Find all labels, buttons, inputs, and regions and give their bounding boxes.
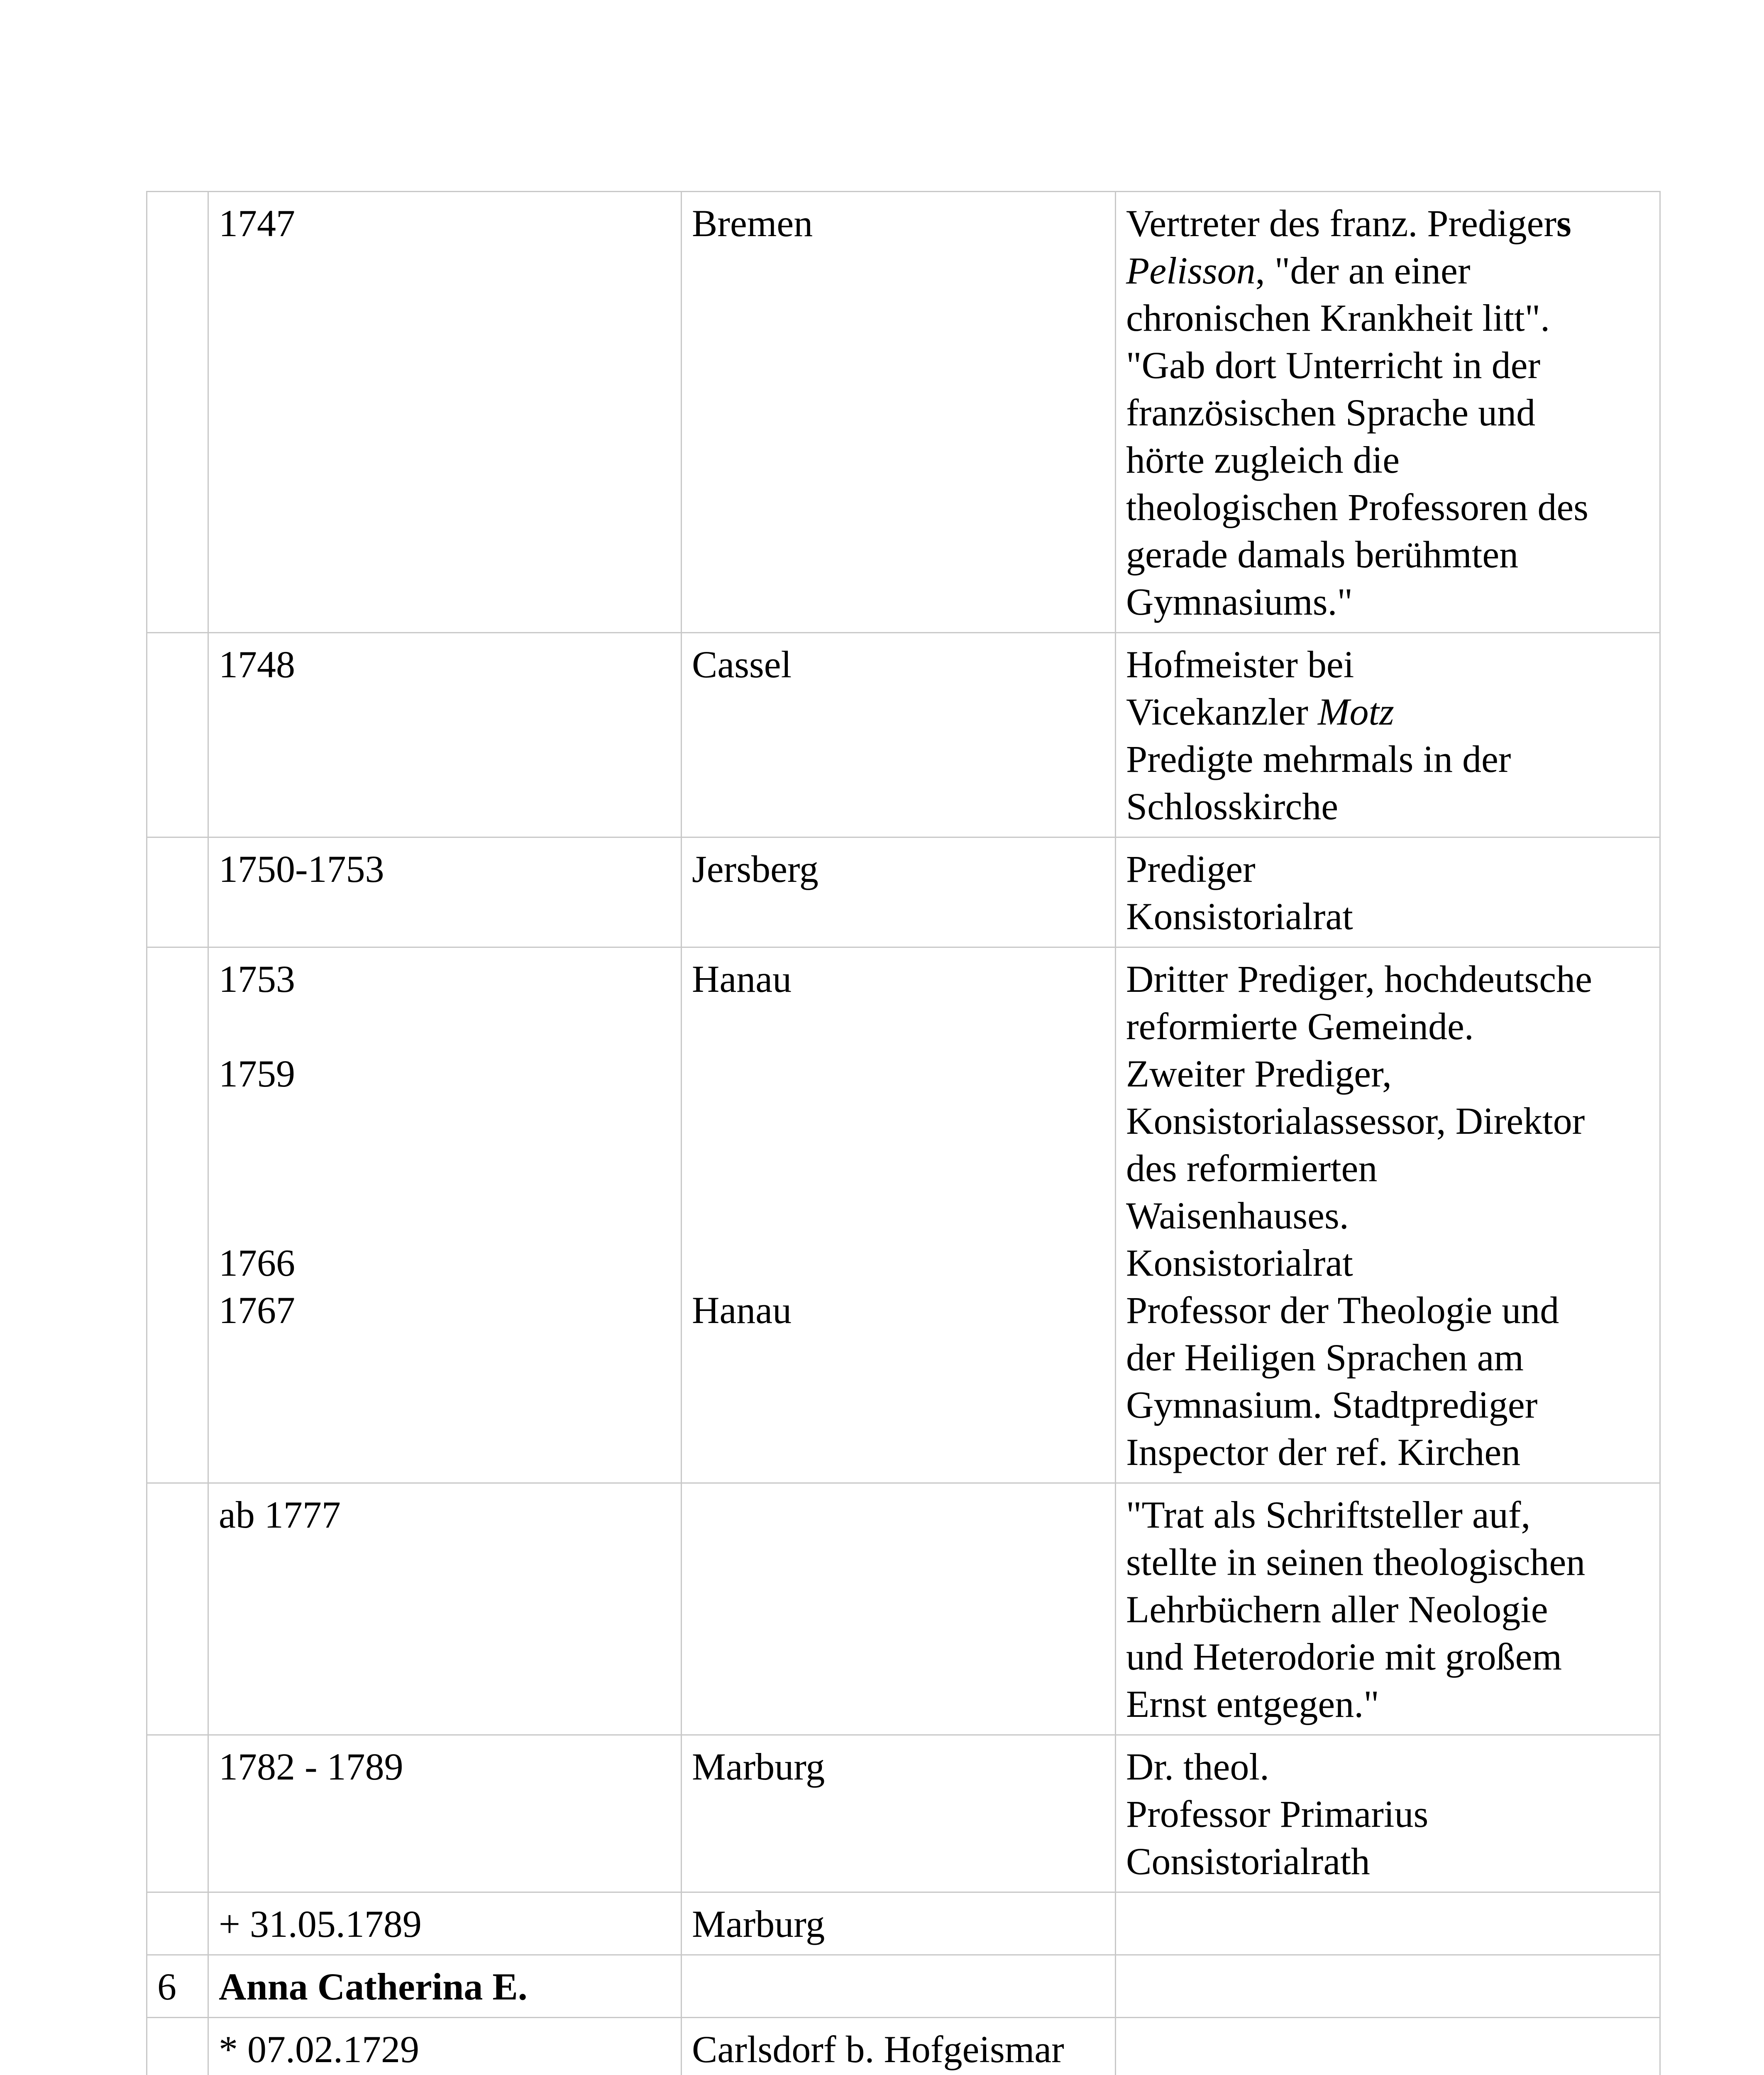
description-text: Pelisson (1126, 249, 1256, 292)
description-text: Hofmeister bei Vicekanzler (1126, 643, 1354, 733)
description-cell (1116, 2018, 1660, 2075)
description-text: , "der an einer chronischen Krankheit litt". "Gab dort Unterricht in der französischen Sprache und hörte zugleich die theologischen Professoren des gerade damals berühmten Gymnasiums." (1126, 249, 1588, 623)
place-cell: Cassel (682, 633, 1116, 837)
date-cell: ab 1777 (208, 1483, 682, 1735)
description-cell (1116, 633, 1660, 837)
entry-number-cell (147, 1892, 208, 1955)
description-text: s (1556, 202, 1571, 244)
description-text: Dritter Prediger, hochdeutsche reformierte Gemeinde. Zweiter Prediger, Konsistorialassessor, Direktor des reformierten Waisenhauses. Konsistorialrat Professor der Theologie und der Heiligen Sprachen am Gymnasium. Stadtprediger Inspector der ref. Kirchen (1126, 958, 1592, 1473)
table-row (147, 1892, 1660, 1955)
description-cell (1116, 1892, 1660, 1955)
description-text: Vertreter des franz. Prediger (1126, 202, 1557, 244)
table-row (147, 192, 1660, 633)
entry-number-cell (147, 947, 208, 1483)
description-cell (1116, 1735, 1660, 1892)
place-cell: Hanau Hanau (682, 947, 1116, 1483)
table-row (147, 837, 1660, 947)
description-cell (1116, 837, 1660, 947)
table-row (147, 1735, 1660, 1892)
date-cell: + 31.05.1789 (208, 1892, 682, 1955)
description-text: Predigte mehrmals in der Schlosskirche (1126, 738, 1511, 828)
table-row (147, 2018, 1660, 2075)
date-cell: 1747 (208, 192, 682, 633)
table-row (147, 947, 1660, 1483)
date-cell: 1750-1753 (208, 837, 682, 947)
entry-number-cell (147, 192, 208, 633)
date-cell: * 07.02.1729 (208, 2018, 682, 2075)
place-cell: Bremen (682, 192, 1116, 633)
description-cell (1116, 192, 1660, 633)
place-cell: Jersberg (682, 837, 1116, 947)
table-row (147, 633, 1660, 837)
table-row (147, 1483, 1660, 1735)
description-text: Prediger Konsistorialrat (1126, 848, 1353, 937)
date-cell: Anna Catherina E. (208, 1955, 682, 2018)
description-text: Dr. theol. Professor Primarius Consistorialrath (1126, 1745, 1429, 1882)
genealogy-table (146, 191, 1661, 2075)
place-cell (682, 1955, 1116, 2018)
place-cell: Marburg (682, 1735, 1116, 1892)
description-cell (1116, 947, 1660, 1483)
date-cell: 1753 1759 1766 1767 (208, 947, 682, 1483)
table-row (147, 1955, 1660, 2018)
date-cell: 1748 (208, 633, 682, 837)
place-cell (682, 1483, 1116, 1735)
place-cell: Carlsdorf b. Hofgeismar (682, 2018, 1116, 2075)
entry-number-cell (147, 633, 208, 837)
description-text: "Trat als Schriftsteller auf, stellte in seinen theologischen Lehrbüchern aller Neologie und Heterodorie mit großem Ernst entgegen." (1126, 1494, 1586, 1725)
description-cell (1116, 1955, 1660, 2018)
entry-number-cell (147, 837, 208, 947)
place-cell: Marburg (682, 1892, 1116, 1955)
description-text: Motz (1317, 691, 1394, 733)
entry-number-cell (147, 1483, 208, 1735)
entry-number-cell (147, 2018, 208, 2075)
date-cell: 1782 - 1789 (208, 1735, 682, 1892)
description-cell (1116, 1483, 1660, 1735)
entry-number-cell (147, 1735, 208, 1892)
entry-number-cell: 6 (147, 1955, 208, 2018)
